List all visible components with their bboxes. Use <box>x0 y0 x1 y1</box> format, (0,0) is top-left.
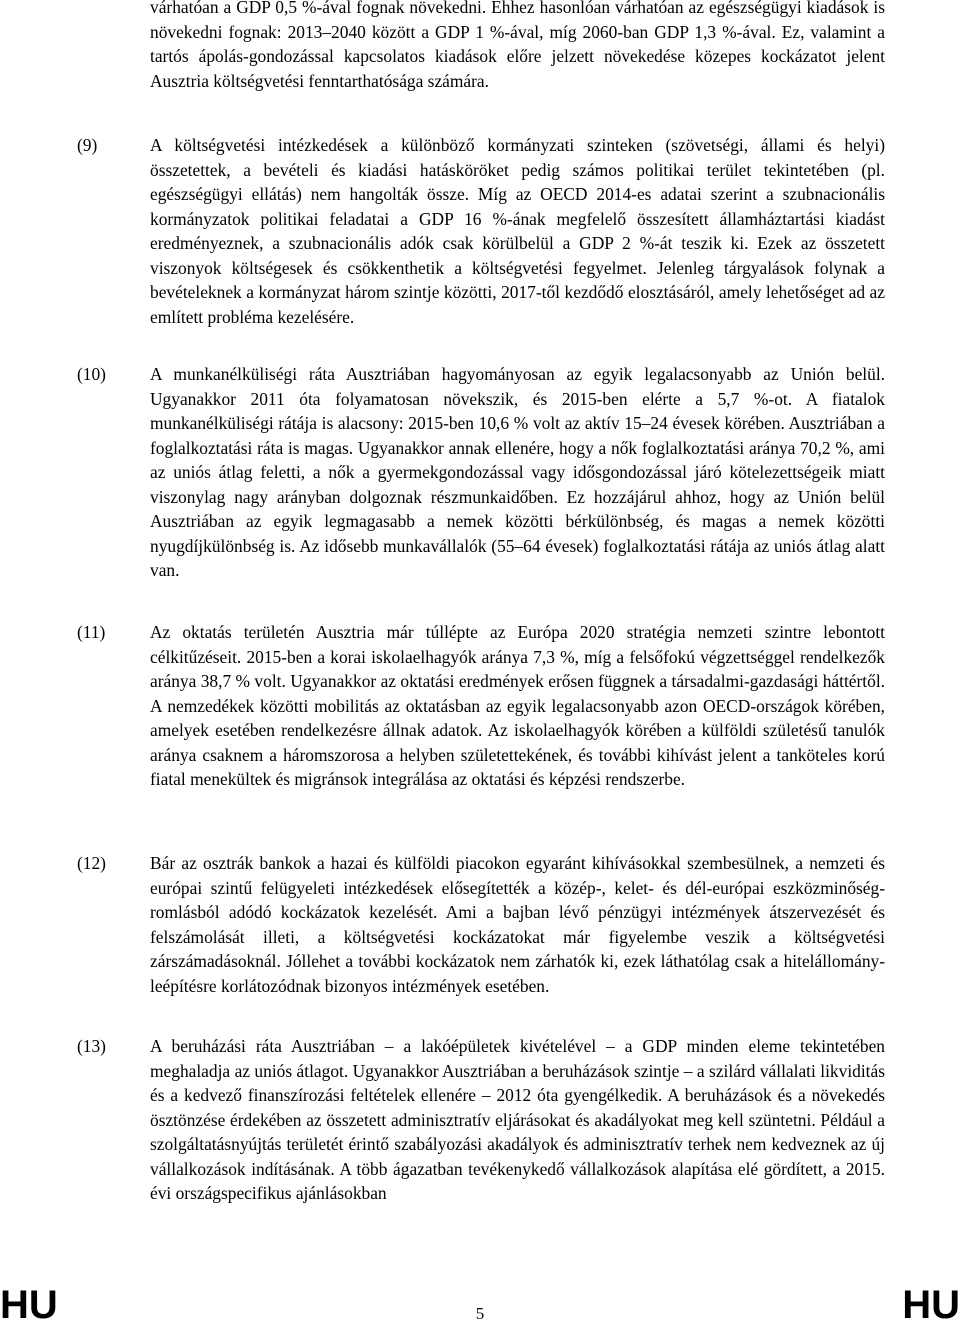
paragraph-12: Bár az osztrák bankok a hazai és külföldi piacokon egyaránt kihívásokkal szembesülnek, a nemzeti és európai szintű felügyeleti intézkedések elősegítették a közép-, kelet- és dél-európai eszközminőség-romlásból adódó kockázatok kezelését. Ami a bajban lévő pénzügyi intézmények átszervezését és felszámolását illeti, a költségvetési kockázatokat már figyelembe veszik a költségvetési zárszámadásoknál. Jóllehet a további kockázatok nem zárhatók ki, ezek láthatólag csak a hitelállomány-leépítésre korlátozódnak bizonyos intézmények esetében. <box>150 853 885 996</box>
paragraph-continuation: várhatóan a GDP 0,5 %-ával fognak növekedni. Ehhez hasonlóan várhatóan az egészségügyi kiadások is növekedni fognak: 2013–2040 között a GDP 1 %-ával, míg 2060-ban GDP 1,3 %-ával. Ez, valamint a tartós ápolás-gondozással kapcsolatos kiadások előre jelzett növekedése közepes kockázatot jelent Ausztria költségvetési fenntarthatósága számára. <box>150 0 885 91</box>
paragraph-number: (9) <box>77 135 98 155</box>
footer-language-code-right: HU <box>902 1283 960 1327</box>
paragraph-number: (12) <box>77 853 106 873</box>
footer-language-code-left: HU <box>0 1283 58 1327</box>
paragraph-10: A munkanélküliségi ráta Ausztriában hagyományosan az egyik legalacsonyabb az Unión belül. Ugyanakkor 2011 óta folyamatosan növekszik, és 2015-ben elérte a 5,7 %-ot. A fiatalok munkanélküliségi rátája is alacsony: 2015-ben 10,6 % volt az aktív 15–24 évesek körében. Ausztriában a foglalkoztatási ráta is magas. Ugyanakkor annak ellenére, hogy a nők foglalkoztatási aránya 70,2 %, ami az uniós átlag feletti, a nők a gyermekgondozással vagy idősgondozással járó kötelezettségeik miatt viszonylag nagy arányban dolgoznak részmunkaidőben. Ez hozzájárul ahhoz, hogy az Unión belül Ausztriában az egyik legmagasabb a nemek közötti bérkülönbség, és magas a nemek közötti nyugdíjkülönbség is. Az idősebb munkavállalók (55–64 évesek) foglalkoztatási rátája az uniós átlag alatt van. <box>150 364 885 580</box>
paragraph-9: A költségvetési intézkedések a különböző kormányzati szinteken (szövetségi, állami és helyi) összetettek, a bevételi és kiadási hatásköröket pedig számos politikai terület tekintetében (pl. egészségügyi ellátás) nem hangolták össze. Míg az OECD 2014-es adatai szerint a szubnacionális kormányzatok politikai feladatai a GDP 16 %-ának megfelelő összesített államháztartási kiadást eredményeznek, a szubnacionális adók csak körülbelül a GDP 2 %-át teszik ki. Ezek az összetett viszonyok költségesek és csökkenthetik a költségvetési fegyelmet. Jelenleg tárgyalások folynak a bevételeknek a kormányzat három szintje közötti, 2017-től kezdődő elosztásáról, amely lehetőséget ad az említett probléma kezelésére. <box>150 135 885 327</box>
paragraph-number: (13) <box>77 1036 106 1056</box>
paragraph-number: (10) <box>77 364 106 384</box>
paragraph-number: (11) <box>77 622 106 642</box>
page-number: 5 <box>475 1304 485 1323</box>
paragraph-11: Az oktatás területén Ausztria már túllépte az Európa 2020 stratégia nemzeti szintre lebontott célkitűzéseit. 2015-ben a korai iskolaelhagyók aránya 7,3 %, míg a felsőfokú végzettséggel rendelkezők aránya 38,7 % volt. Ugyanakkor az oktatási eredmények erősen függnek a társadalmi-gazdasági háttértől. A nemzedékek közötti mobilitás az oktatásban az egyik legalacsonyabb azon OECD-országok körében, amelyek esetében rendelkezésre állnak adatok. Az iskolaelhagyók körében a külföldi születésű tanulók aránya csaknem a háromszorosa a helyben születettekének, és további kihívást jelent a tanköteles korú fiatal menekültek és migránsok integrálása az oktatási és képzési rendszerbe. <box>150 622 885 789</box>
paragraph-13: A beruházási ráta Ausztriában – a lakóépületek kivételével – a GDP minden eleme tekintetében meghaladja az uniós átlagot. Ugyanakkor Ausztriában a beruházások szintje – a szilárd vállalati likviditás és a kedvező finanszírozási feltételek ellenére – 2012 óta gyengélkedik. A beruházások és a növekedés ösztönzése érdekében az összetett adminisztratív eljárásokat és akadályokat meg kell szüntetni. Például a szolgáltatásnyújtás területét érintő szabályozási akadályok és adminisztratív terhek nem kedveznek az új vállalkozások indításának. A több ágazatban tevékenykedő vállalkozások alapítása elé gördített, a 2015. évi országspecifikus ajánlásokban <box>150 1036 885 1203</box>
